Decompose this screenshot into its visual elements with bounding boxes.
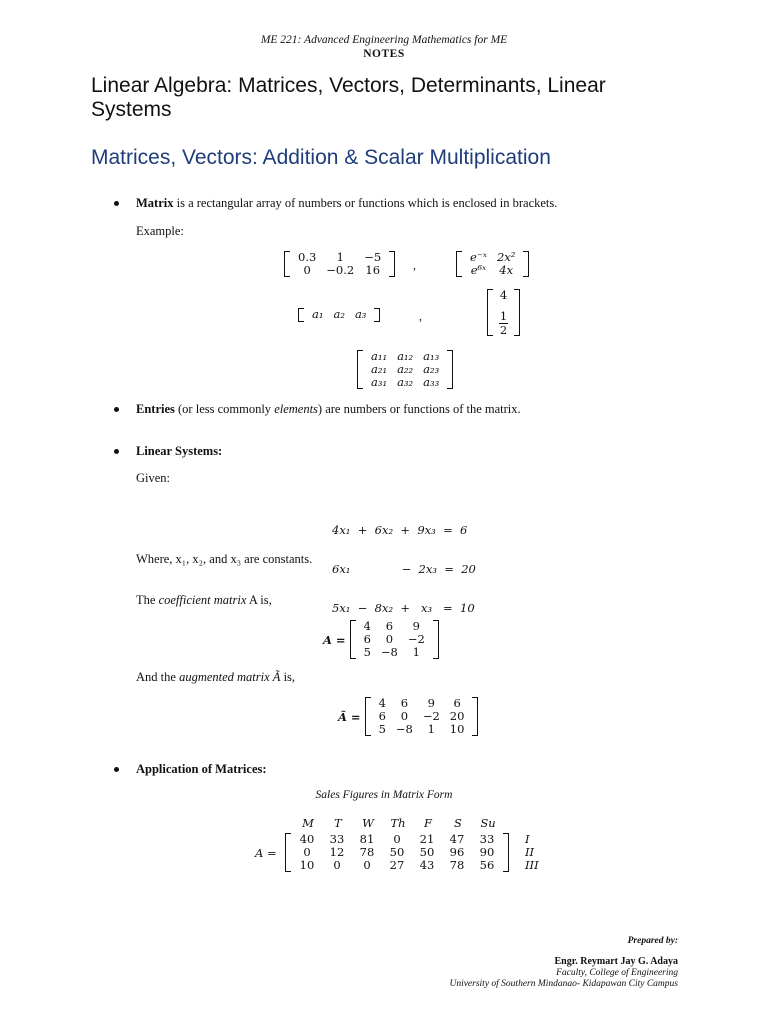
matrix-definition (136, 196, 557, 211)
matrix-entry: 4x (499, 263, 514, 277)
matrix-entry: 0.3 (298, 250, 317, 264)
vector-entry: a₂ (333, 307, 345, 321)
matrix-entry: e⁶ˣ (470, 263, 487, 277)
sales-entry: 0 (363, 858, 371, 872)
sales-entry: 96 (449, 845, 465, 859)
sales-column-header: S (454, 816, 462, 830)
sales-entry: 27 (389, 858, 405, 872)
matrix-entry: 2x² (496, 250, 516, 264)
aug-text: is, (280, 670, 296, 684)
sales-entry: 50 (389, 845, 405, 859)
section-heading: Matrices, Vectors: Addition & Scalar Multiplication (91, 146, 551, 169)
term-application: Application of Matrices: (136, 762, 267, 776)
fraction-denominator: 2 (499, 323, 508, 337)
sales-entry: 40 (299, 832, 315, 846)
sales-entry: 56 (479, 858, 495, 872)
matrix-entry: −2 (422, 709, 440, 723)
matrix-entry: 1 (412, 645, 420, 659)
sales-column-header: M (302, 816, 314, 830)
col-vec-fraction (499, 310, 508, 336)
sales-entry: 78 (449, 858, 465, 872)
vector-entry: a₁ (312, 307, 324, 321)
matrix-entry: 6 (400, 696, 409, 710)
application-heading (136, 762, 267, 777)
equation-system (332, 498, 476, 628)
matrix-entry: 4 (363, 619, 371, 633)
coefficient-text (136, 593, 272, 608)
example-matrix-2 (456, 251, 529, 282)
example-matrix-1 (284, 251, 395, 282)
matrix-entry: a₂₃ (423, 362, 440, 376)
matrix-entry: 4 (378, 696, 386, 710)
matrix-entry: 1 (336, 250, 344, 264)
sales-entry: 12 (329, 845, 345, 859)
matrix-entry: a₂₂ (397, 362, 414, 376)
entries-definition (136, 402, 521, 417)
sales-row-label: II (525, 845, 535, 859)
sales-column-header: Th (390, 816, 406, 830)
sales-entry: 33 (329, 832, 345, 846)
sales-entry: 43 (419, 858, 435, 872)
matrix-entry: 6 (385, 619, 394, 633)
sales-entry: 10 (299, 858, 315, 872)
augmented-text (136, 670, 295, 685)
augmented-matrix (338, 697, 478, 736)
matrix-entry: 6 (378, 709, 386, 723)
sales-entry: 50 (419, 845, 435, 859)
coefficient-matrix (323, 620, 439, 659)
sales-entry: 78 (359, 845, 375, 859)
matrix-entry: a₁₁ (371, 349, 388, 363)
matrix-entry: a₃₁ (371, 375, 388, 389)
sales-entry: 0 (393, 832, 401, 846)
matrix-entry: 0 (385, 632, 394, 646)
sales-entry: 21 (419, 832, 435, 846)
row-vector (298, 308, 380, 327)
notes-label: NOTES (363, 48, 405, 60)
matrix-entry: a₃₂ (397, 375, 414, 389)
matrix-entry: a₂₁ (371, 362, 388, 376)
sales-matrix (255, 817, 539, 872)
matrix-entry: −0.2 (326, 263, 355, 277)
bullet-dot (114, 407, 119, 412)
matrix-entry: 9 (427, 696, 435, 710)
term-matrix: Matrix (136, 196, 174, 210)
equation-3: 5x₁ − 8x₂ + x₃ = 10 (332, 601, 475, 615)
matrix-def-text: is a rectangular array of numbers or functions which is enclosed in brackets. (173, 196, 558, 210)
matrix-entry: 6 (363, 632, 371, 646)
course-header: ME 221: Advanced Engineering Mathematics for ME (260, 34, 508, 46)
equation-1: 4x₁ + 6x₂ + 9x₃ = 6 (332, 523, 468, 537)
bullet-dot (114, 201, 119, 206)
page-title: Linear Algebra: Matrices, Vectors, Determinants, Linear Systems (91, 74, 606, 121)
entries-em: elements (274, 402, 318, 416)
matrix-entry: 20 (449, 709, 465, 723)
entries-text: ) are numbers or functions of the matrix. (317, 402, 521, 416)
aug-em: augmented matrix Ã (179, 670, 281, 684)
general-matrix (357, 350, 453, 394)
vector-entry: a₃ (354, 307, 367, 321)
sales-entry: 90 (479, 845, 495, 859)
where-text: Where, x₁, x₂, and x₃ are constants. (136, 552, 313, 566)
matrix-entry: a₃₃ (423, 375, 440, 389)
matrix-entry: e⁻ˣ (470, 250, 487, 264)
equation-2: 6x₁ − 2x₃ = 20 (332, 562, 476, 576)
sales-row-label: III (525, 858, 539, 872)
coef-text: The (136, 593, 159, 607)
matrix-entry: −8 (380, 645, 398, 659)
sales-column-header: W (362, 816, 374, 830)
entries-text: (or less commonly (174, 402, 275, 416)
matrix-entry: 0 (400, 709, 409, 723)
example-label: Example: (136, 224, 184, 238)
matrix-Aug-label: Ã = (338, 709, 361, 724)
matrix-entry: 1 (427, 722, 435, 736)
author-role: Faculty, College of Engineering (556, 968, 678, 978)
sales-entry: 81 (359, 832, 375, 846)
sales-entry: 0 (303, 845, 311, 859)
matrix-A-label: A = (323, 632, 346, 647)
matrix-entry: 0 (303, 263, 311, 277)
coef-text: A is, (246, 593, 272, 607)
sales-row-label: I (525, 832, 530, 846)
bullet-dot (114, 767, 119, 772)
matrix-entry: 5 (363, 645, 371, 659)
column-vector (487, 289, 520, 341)
matrix-entry: 5 (378, 722, 386, 736)
author-university: University of Southern Mindanao- Kidapawan City Campus (449, 979, 678, 989)
matrix-entry: 16 (365, 263, 381, 277)
sales-A-label: A = (255, 845, 277, 860)
comma: , (413, 258, 416, 272)
aug-text: And the (136, 670, 180, 684)
matrix-entry: 9 (412, 619, 420, 633)
sales-entry: 47 (449, 832, 465, 846)
term-entries: Entries (136, 402, 175, 416)
matrix-entry: −2 (407, 632, 425, 646)
bullet-dot (114, 449, 119, 454)
comma: , (419, 309, 422, 323)
matrix-entry: 6 (453, 696, 461, 710)
sales-entry: 33 (479, 832, 495, 846)
fraction-numerator: 1 (499, 309, 508, 323)
sales-entry: 0 (333, 858, 341, 872)
matrix-entry: a₁₂ (397, 349, 414, 363)
matrix-entry: 10 (449, 722, 465, 736)
col-vec-top: 4 (499, 288, 508, 302)
sales-column-header: Su (480, 816, 496, 830)
matrix-entry: −8 (395, 722, 413, 736)
matrix-entry: −5 (364, 250, 382, 264)
term-linear: Linear Systems: (136, 444, 223, 458)
sales-column-header: T (334, 816, 342, 830)
linear-systems-heading (136, 444, 222, 459)
matrix-entry: a₁₃ (423, 349, 440, 363)
given-label: Given: (136, 471, 171, 485)
sales-column-header: F (424, 816, 432, 830)
coef-em: coefficient matrix (158, 593, 247, 607)
sales-caption: Sales Figures in Matrix Form (315, 789, 453, 801)
prepared-by: Prepared by: (627, 936, 678, 946)
author-name: Engr. Reymart Jay G. Adaya (554, 956, 678, 967)
